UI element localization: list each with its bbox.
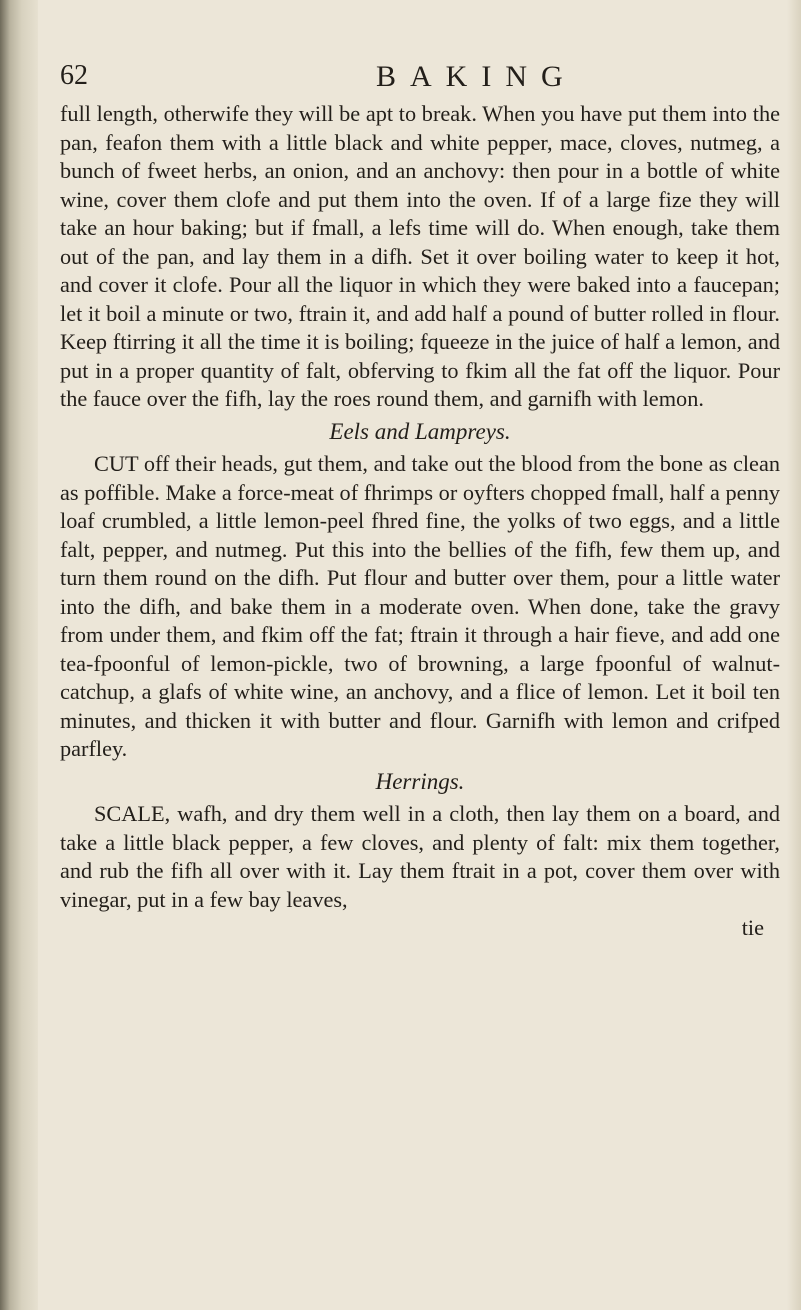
section-heading-eels: Eels and Lampreys. xyxy=(329,418,511,444)
page-header xyxy=(56,60,786,100)
section-heading-herrings: Herrings. xyxy=(375,768,465,794)
paragraph-eels: CUT off their heads, gut them, and take out the blood from the bone as clean as poffible. Make a force-meat of fhrimps or oyfters chopped fmall, half a penny loaf crumbled, a little lemon-peel fhred fine, the yolks of two eggs, and a little falt, pepper, and nutmeg. Put this into the bellies of the fifh, few them up, and turn them round on the difh. Put flour and butter over them, pour a little water into the difh, and bake them in a moderate oven. When done, take the gravy from under them, and fkim off the fat; ftrain it through a hair fieve, and add one tea-fpoonful of lemon-pickle, two of browning, a large fpoonful of walnut-catchup, a glafs of white wine, an anchovy, and a flice of lemon. Let it boil ten minutes, and thicken it with butter and flour. Garnifh with lemon and crifped parfley. xyxy=(60,451,780,761)
book-page xyxy=(56,0,786,1310)
paragraph-continuation: full length, otherwife they will be apt to break. When you have put them into the pan, feafon them with a little black and white pepper, mace, cloves, nutmeg, a bunch of fweet herbs, an onion, and an anchovy: then pour in a bottle of white wine, cover them clofe and put them into the oven. If of a large fize they will take an hour baking; but if fmall, a lefs time will do. When enough, take them out of the pan, and lay them in a difh. Set it over boiling water to keep it hot, and cover it clofe. Pour all the liquor in which they were baked into a faucepan; let it boil a minute or two, ftrain it, and add half a pound of butter rolled in flour. Keep ftirring it all the time it is boiling; fqueeze in the juice of half a lemon, and put in a proper quantity of falt, obferving to fkim all the fat off the liquor. Pour the fauce over the fifh, lay the roes round them, and garnifh with lemon. xyxy=(60,101,780,411)
page-edge xyxy=(787,0,801,1310)
running-title: BAKING xyxy=(376,60,577,93)
paragraph-herrings: SCALE, wafh, and dry them well in a cloth, then lay them on a board, and take a little black pepper, a few cloves, and plenty of falt: mix them together, and rub the fifh all over with it. Lay them ftrait in a pot, cover them over with vinegar, put in a few bay leaves, xyxy=(60,801,780,912)
page-body xyxy=(60,100,780,943)
catchword: tie xyxy=(741,915,764,940)
book-binding-shadow xyxy=(0,0,38,1310)
page-number: 62 xyxy=(60,60,88,91)
